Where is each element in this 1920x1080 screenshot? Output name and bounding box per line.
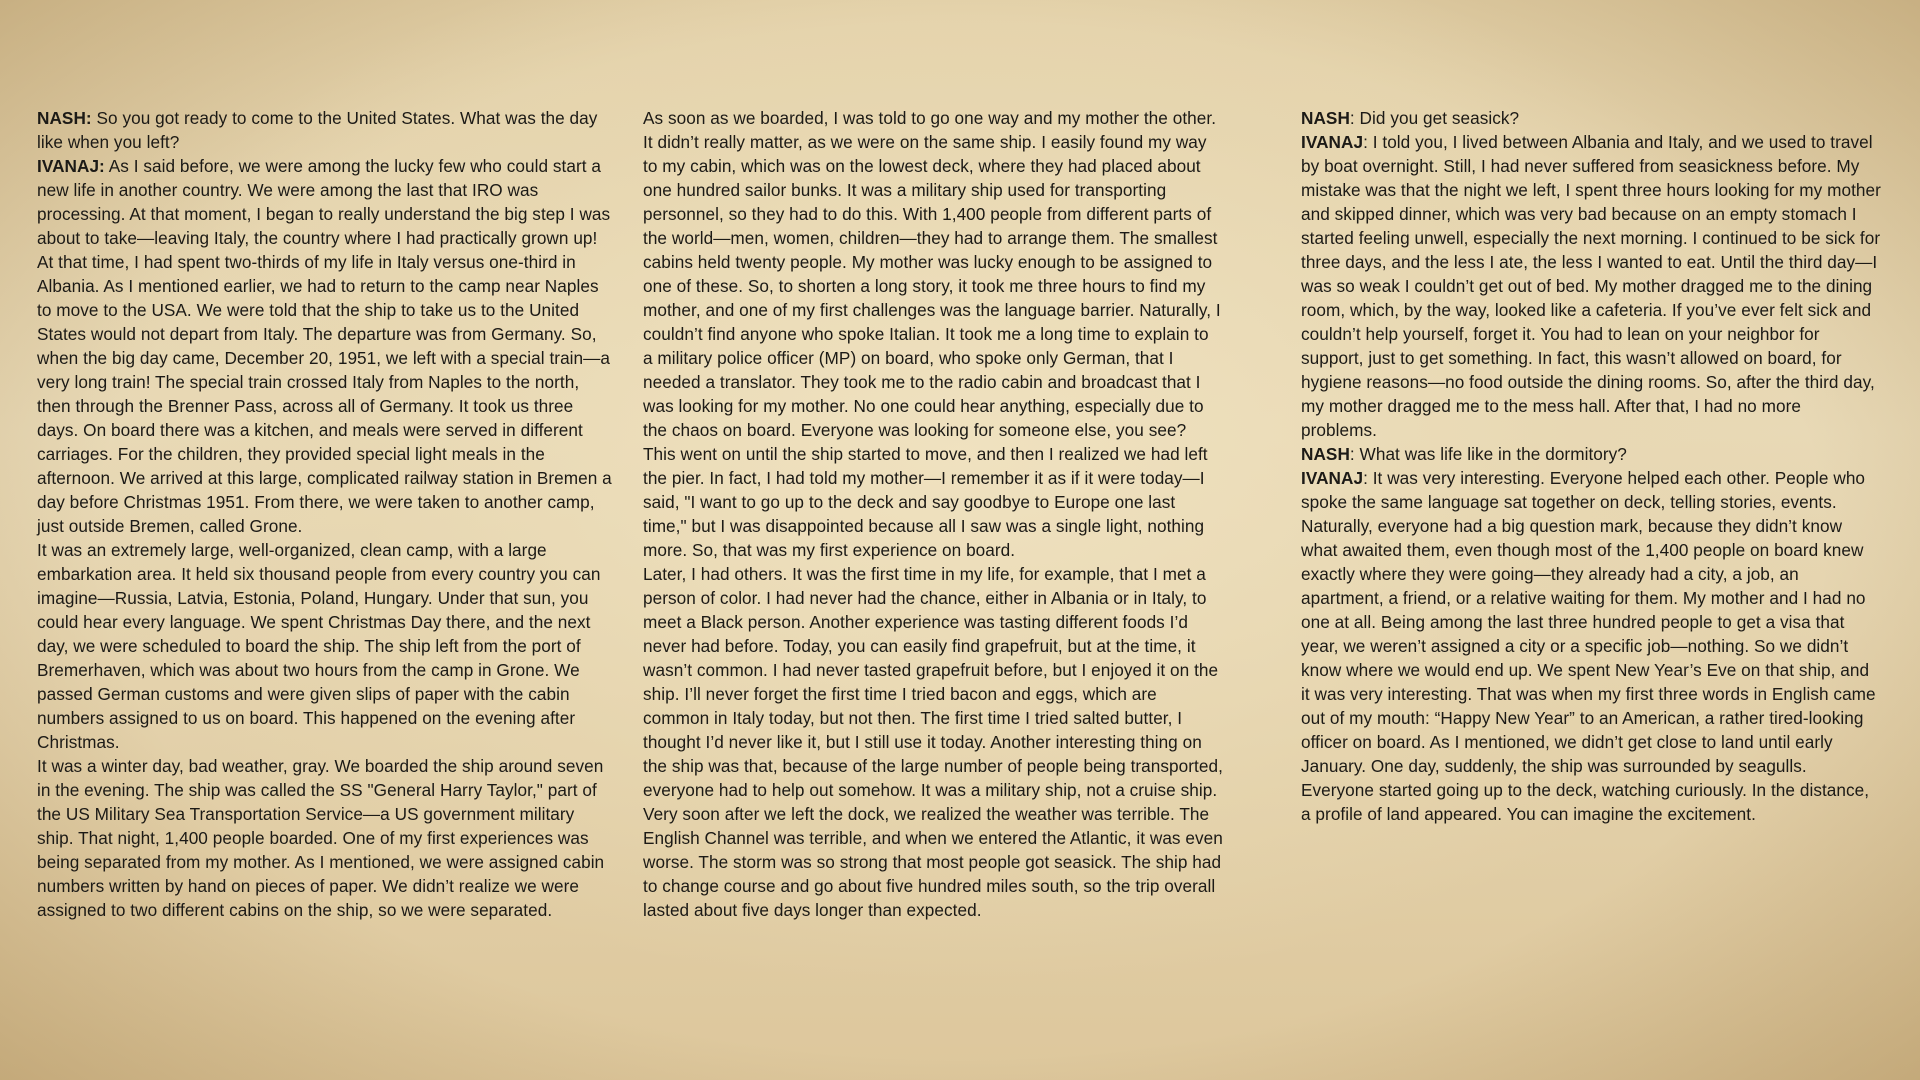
speaker-label: IVANAJ: (37, 156, 105, 176)
speaker-label: IVANAJ (1301, 468, 1364, 488)
paragraph (37, 106, 615, 154)
paragraph (37, 538, 615, 754)
paragraph-text: : What was life like in the dormitory? (1349, 444, 1627, 464)
text-column-left (37, 106, 615, 922)
speaker-label: IVANAJ (1301, 132, 1364, 152)
paragraph-text: As I said before, we were among the lucky few who could start a new life in another country. We were among the last that IRO was processing. At that moment, I began to really understand the big step I was about to take—leaving Italy, the country where I had practically grown up! At that time, I had spent two-thirds of my life in Italy versus one-third in Albania. As I mentioned earlier, we had to return to the camp near Naples to move to the USA. We were told that the ship to take us to the United States would not depart from Italy. The departure was from Germany. So, when the big day came, December 20, 1951, we left with a special train—a very long train! The special train crossed Italy from Naples to the north, then through the Brenner Pass, across all of Germany. It took us three days. On board there was a kitchen, and meals were served in different carriages. For the children, they provided special light meals in the afternoon. We arrived at this large, complicated railway station in Bremen a day before Christmas 1951. From there, we were taken to another camp, just outside Bremen, called Grone. (37, 156, 612, 536)
paragraph (643, 562, 1223, 922)
paragraph (37, 154, 615, 538)
speaker-label: NASH (1301, 444, 1350, 464)
paragraph-text: It was an extremely large, well-organized, clean camp, with a large embarkation area. It held six thousand people from every country you can imagine—Russia, Latvia, Estonia, Poland, Hungary. Under that sun, you could hear every language. We spent Christmas Day there, and the next day, we were scheduled to board the ship. The ship left from the port of Bremerhaven, which was about two hours from the camp in Grone. We passed German customs and were given slips of paper with the cabin numbers assigned to us on board. This happened on the evening after Christmas. (37, 540, 601, 752)
paragraph-text: : Did you get seasick? (1349, 108, 1520, 128)
text-column-right (1301, 106, 1881, 826)
speaker-label: NASH: (37, 108, 92, 128)
paragraph (1301, 442, 1881, 466)
paragraph-text: : It was very interesting. Everyone helped each other. People who spoke the same language sat together on deck, telling stories, events. Naturally, everyone had a big question mark, because they didn’t know what awaited them, even though most of the 1,400 people on board knew exactly where they were going—they already had a city, a job, an apartment, a friend, or a relative waiting for them. My mother and I had no one at all. Being among the last three hundred people to get a visa that year, we weren’t assigned a city or a specific job—nothing. So we didn’t know where we would end up. We spent New Year’s Eve on that ship, and it was very interesting. That was when my first three words in English came out of my mouth: “Happy New Year” to an American, a rather tired-looking officer on board. As I mentioned, we didn’t get close to land until early January. One day, suddenly, the ship was surrounded by seagulls. Everyone started going up to the deck, watching curiously. In the distance, a profile of land appeared. You can imagine the excitement. (1301, 468, 1876, 824)
speaker-label: NASH (1301, 108, 1350, 128)
paragraph-text: So you got ready to come to the United States. What was the day like when you left? (37, 108, 598, 152)
paragraph-text: Later, I had others. It was the first time in my life, for example, that I met a person of color. I had never had the chance, either in Albania or in Italy, to meet a Black person. Another experience was tasting different foods I’d never had before. Today, you can easily find grapefruit, but at the time, it wasn’t common. I had never tasted grapefruit before, but I enjoyed it on the ship. I’ll never forget the first time I tried bacon and eggs, which are common in Italy today, but not then. The first time I tried salted butter, I thought I’d never like it, but I still use it today. Another interesting thing on the ship was that, because of the large number of people being transported, everyone had to help out somehow. It was a military ship, not a cruise ship. Very soon after we left the dock, we realized the weather was terrible. The English Channel was terrible, and when we entered the Atlantic, it was even worse. The storm was so strong that most people got seasick. The ship had to change course and go about five hundred miles south, so the trip overall lasted about five days longer than expected. (643, 564, 1223, 920)
paragraph-text: It was a winter day, bad weather, gray. We boarded the ship around seven in the evening. The ship was called the SS "General Harry Taylor," part of the US Military Sea Transportation Service—a US government military ship. That night, 1,400 people boarded. One of my first experiences was being separated from my mother. As I mentioned, we were assigned cabin numbers written by hand on pieces of paper. We didn’t realize we were assigned to two different cabins on the ship, so we were separated. (37, 756, 605, 920)
paragraph (1301, 466, 1881, 826)
paragraph (643, 106, 1223, 562)
text-column-middle (643, 106, 1223, 922)
paragraph (1301, 106, 1881, 130)
paragraph (1301, 130, 1881, 442)
paragraph-text: As soon as we boarded, I was told to go one way and my mother the other. It didn’t really matter, as we were on the same ship. I easily found my way to my cabin, which was on the lowest deck, where they had placed about one hundred sailor bunks. It was a military ship used for transporting personnel, so they had to do this. With 1,400 people from different parts of the world—men, women, children—they had to arrange them. The smallest cabins held twenty people. My mother was lucky enough to be assigned to one of these. So, to shorten a long story, it took me three hours to find my mother, and one of my first challenges was the language barrier. Naturally, I couldn’t find anyone who spoke Italian. It took me a long time to explain to a military police officer (MP) on board, who spoke only German, that I needed a translator. They took me to the radio cabin and broadcast that I was looking for my mother. No one could hear anything, especially due to the chaos on board. Everyone was looking for someone else, you see? This went on until the ship started to move, and then I realized we had left the pier. In fact, I had told my mother—I remember it as if it were today—I said, "I want to go up to the deck and say goodbye to Europe one last time," but I was disappointed because all I saw was a single light, nothing more. So, that was my first experience on board. (643, 108, 1221, 560)
paragraph-text: : I told you, I lived between Albania and Italy, and we used to travel by boat overnight. Still, I had never suffered from seasickness before. My mistake was that the night we left, I spent three hours looking for my mother and skipped dinner, which was very bad because on an empty stomach I started feeling unwell, especially the next morning. I continued to be sick for three days, and the less I ate, the less I wanted to eat. Until the third day—I was so weak I couldn’t get out of bed. My mother dragged me to the dining room, which, by the way, looked like a cafeteria. If you’ve ever felt sick and couldn’t help yourself, forget it. You had to lean on your neighbor for support, just to get something. In fact, this wasn’t allowed on board, for hygiene reasons—no food outside the dining rooms. So, after the third day, my mother dragged me to the mess hall. After that, I had no more problems. (1301, 132, 1881, 440)
paragraph (37, 754, 615, 922)
